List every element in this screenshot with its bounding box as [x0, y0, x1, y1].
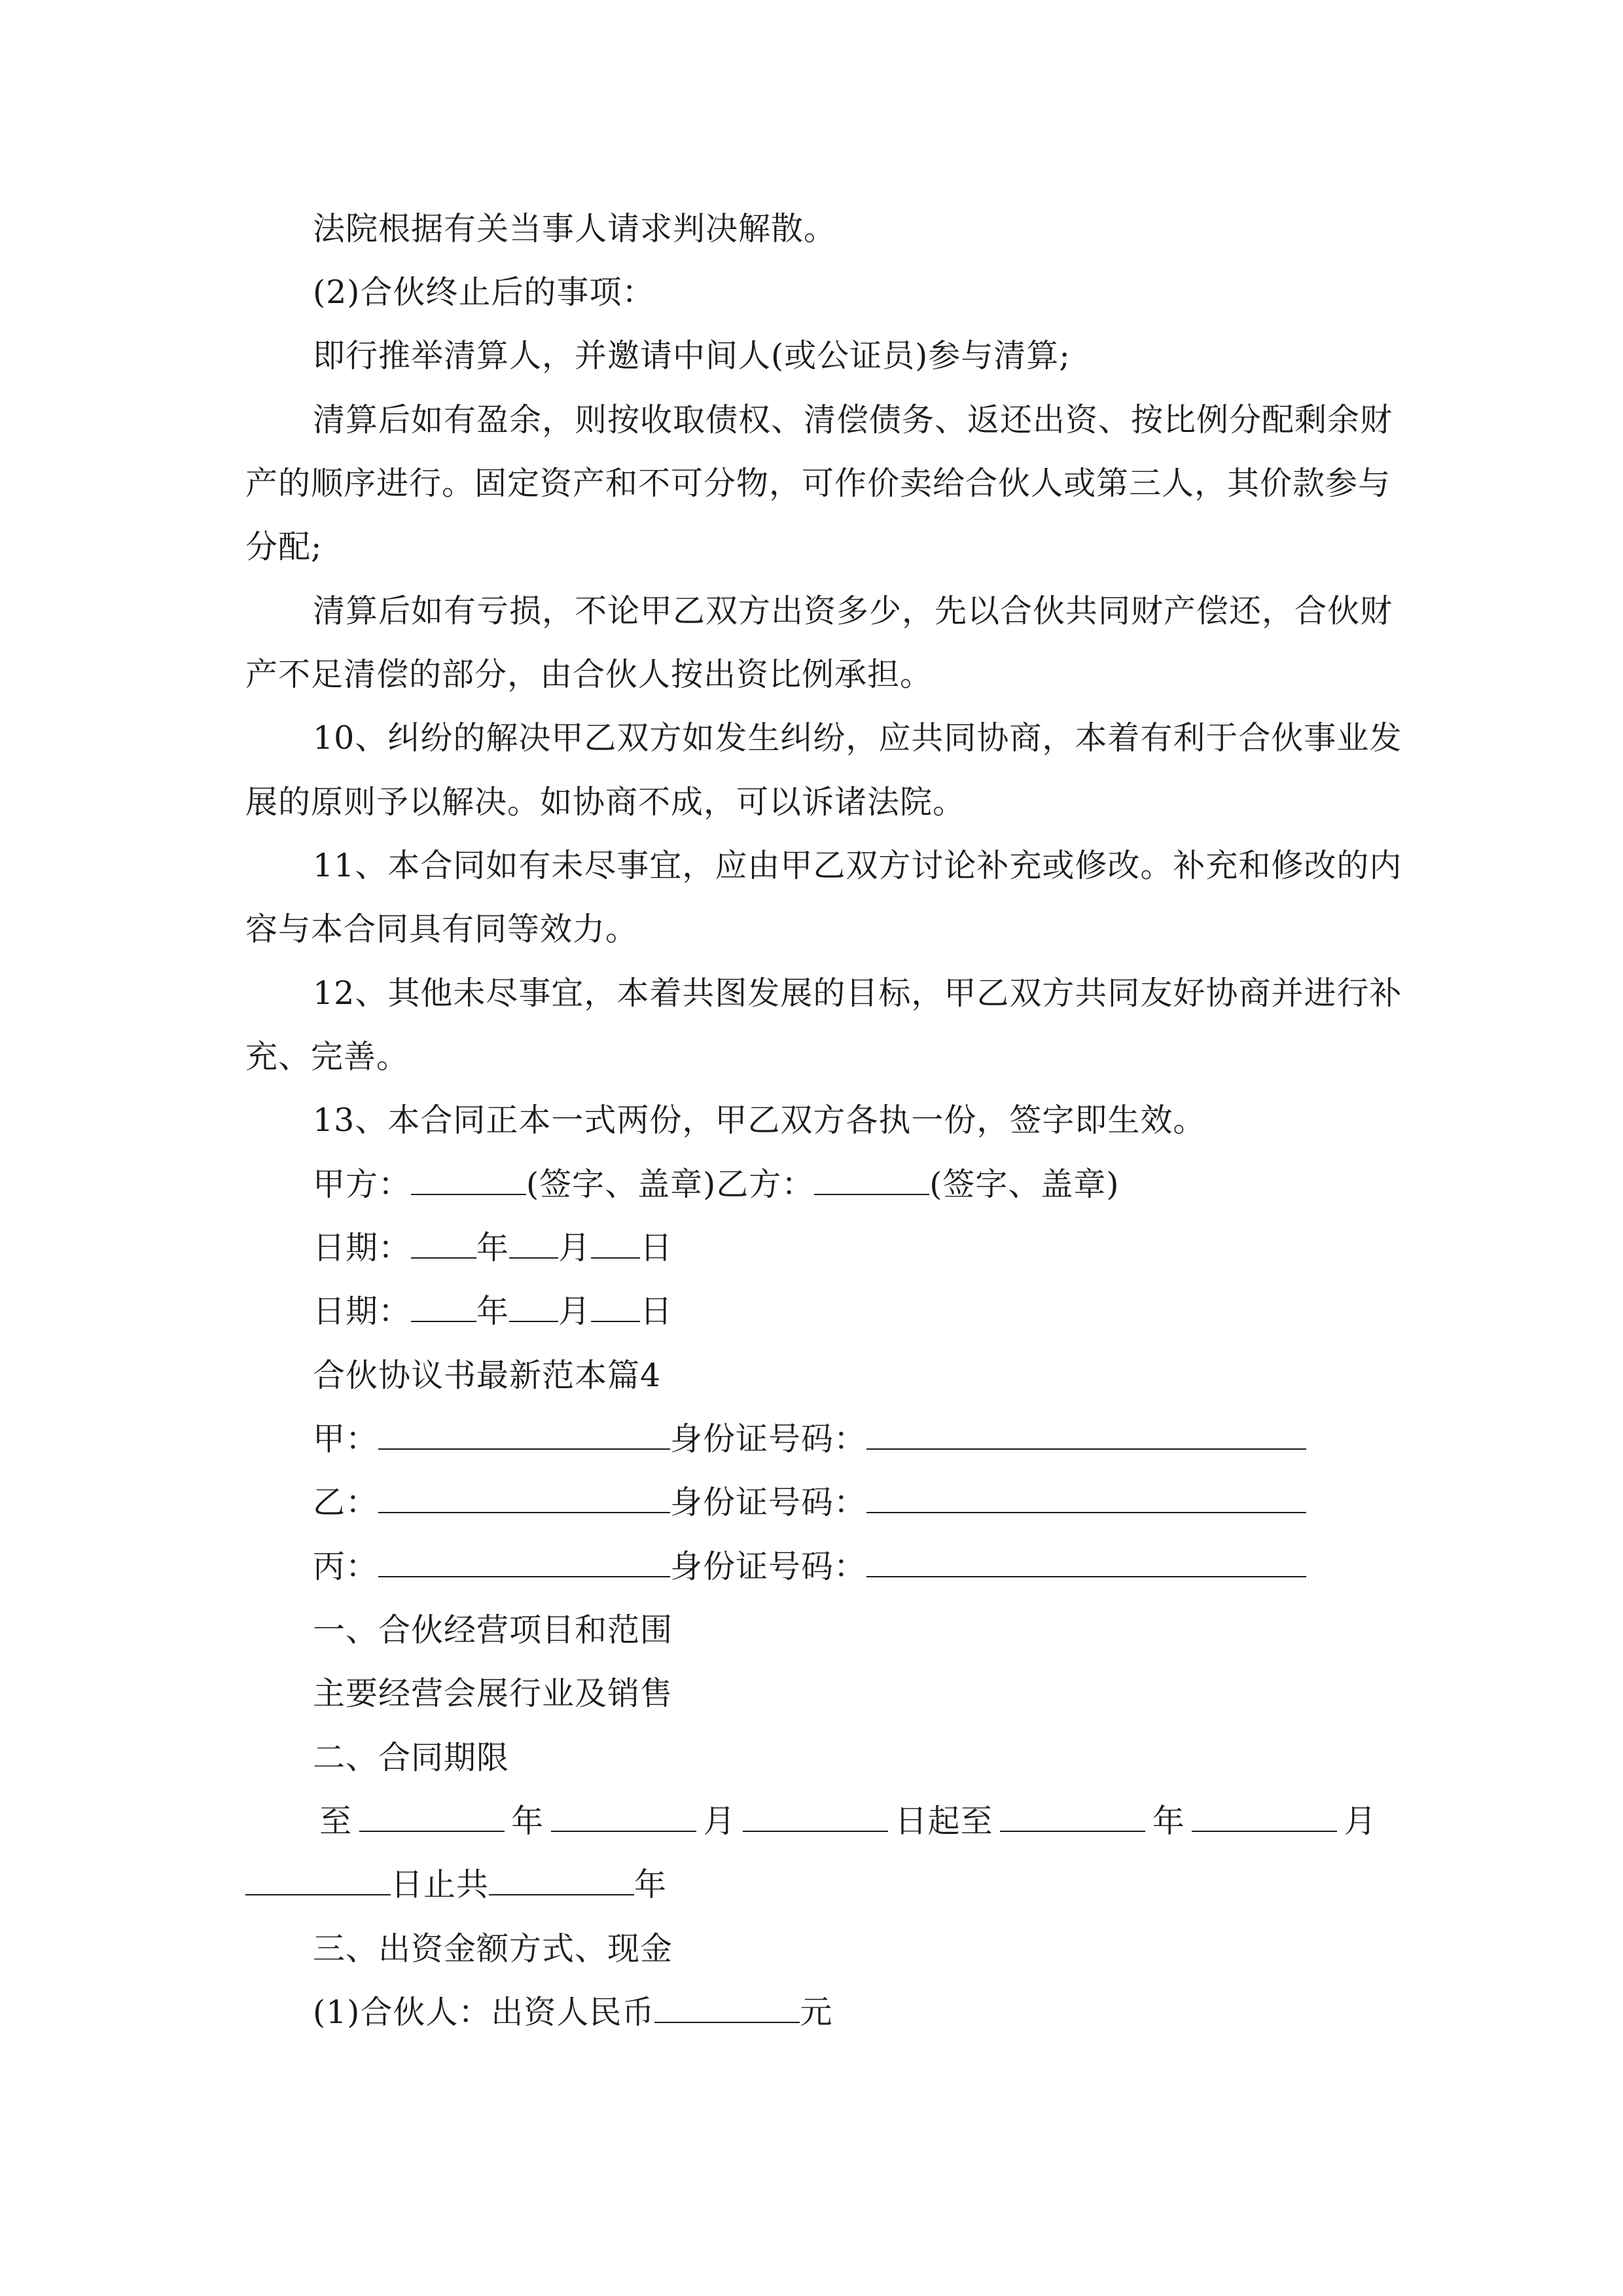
term-line-cont [245, 1865, 667, 1905]
party-b-sign-note: (签字、盖章) [929, 1166, 1120, 1203]
party-yi-label: 乙： [313, 1484, 379, 1521]
date-label: 日期： [313, 1229, 412, 1266]
term-line [319, 1802, 1377, 1841]
paragraph-line: 产的顺序进行。固定资产和不可分物，可作价卖给合伙人或第三人，其价款参与 [245, 465, 1391, 502]
paragraph-line: 10、纠纷的解决甲乙双方如发生纠纷，应共同协商，本着有利于合伙事业发 [313, 719, 1402, 757]
party-a-label: 甲方： [313, 1166, 412, 1203]
term-total-years-field[interactable] [489, 1865, 634, 1895]
paragraph-line: 11、本合同如有未尽事宜，应由甲乙双方讨论补充或修改。补充和修改的内 [313, 847, 1402, 884]
paragraph-line: 法院根据有关当事人请求判决解散。 [313, 210, 837, 247]
paragraph-line: (2)合伙终止后的事项： [313, 274, 655, 311]
party-yi-name-field[interactable] [378, 1483, 670, 1513]
id-label: 身份证号码： [670, 1548, 867, 1585]
date-day-unit: 日 [640, 1293, 673, 1330]
party-a-sign-note: (签字、盖章) [526, 1166, 717, 1203]
date-month-unit: 月 [558, 1229, 592, 1266]
party-bing-label: 丙： [313, 1548, 379, 1585]
term-zhi: 至 [319, 1803, 353, 1840]
investment-amount-field[interactable] [654, 1993, 800, 2023]
signature-line [313, 1165, 1120, 1204]
investment-unit: 元 [800, 1994, 833, 2031]
date-day-unit: 日 [640, 1229, 673, 1266]
date-year-unit: 年 [476, 1229, 510, 1266]
date-year-field[interactable] [411, 1229, 476, 1259]
section-3-title: 三、出资金额方式、现金 [313, 1930, 673, 1967]
date-line [313, 1292, 673, 1331]
section-2-title: 二、合同期限 [313, 1739, 510, 1776]
term-end-month-field[interactable] [1192, 1802, 1337, 1832]
term-day-until: 日止共 [391, 1866, 490, 1903]
term-start-month-field[interactable] [551, 1802, 696, 1832]
term-year-end: 年 [634, 1866, 668, 1903]
date-year-field[interactable] [411, 1292, 476, 1322]
paragraph-line: 12、其他未尽事宜，本着共图发展的目标，甲乙双方共同友好协商并进行补 [313, 975, 1402, 1012]
date-line [313, 1229, 673, 1268]
party-jia-label: 甲： [313, 1420, 379, 1458]
paragraph-line: 容与本合同具有同等效力。 [245, 910, 639, 948]
term-end-day-field[interactable] [245, 1865, 391, 1895]
date-month-unit: 月 [558, 1293, 592, 1330]
party-b-label: 乙方： [716, 1166, 815, 1203]
paragraph-line: 分配; [245, 528, 323, 565]
section-1-title: 一、合伙经营项目和范围 [313, 1611, 673, 1649]
id-label: 身份证号码： [670, 1420, 867, 1458]
paragraph-line: 产不足清偿的部分，由合伙人按出资比例承担。 [245, 656, 933, 693]
paragraph-line: 清算后如有盈余，则按收取债权、清偿债务、返还出资、按比例分配剩余财 [313, 401, 1393, 439]
term-end-year-field[interactable] [1000, 1802, 1145, 1832]
date-label: 日期： [313, 1293, 412, 1330]
party-yi-id-field[interactable] [866, 1483, 1306, 1513]
party-line-jia [313, 1420, 1306, 1459]
party-bing-name-field[interactable] [378, 1547, 670, 1577]
date-day-field[interactable] [591, 1229, 640, 1259]
paragraph-line: 13、本合同正本一式两份，甲乙双方各执一份，签字即生效。 [313, 1102, 1206, 1139]
investment-line [313, 1993, 832, 2032]
party-jia-name-field[interactable] [378, 1420, 670, 1450]
term-month-unit: 月 [1344, 1803, 1377, 1840]
paragraph-line: 展的原则予以解决。如协商不成，可以诉诸法院。 [245, 783, 966, 821]
term-year-unit: 年 [511, 1803, 544, 1840]
term-day-from: 日起至 [895, 1803, 993, 1840]
section-1-body: 主要经营会展行业及销售 [313, 1675, 673, 1712]
id-label: 身份证号码： [670, 1484, 867, 1521]
party-a-sign-field[interactable] [411, 1165, 526, 1195]
term-start-year-field[interactable] [359, 1802, 505, 1832]
party-line-bing [313, 1547, 1306, 1587]
party-jia-id-field[interactable] [866, 1420, 1306, 1450]
paragraph-line: 充、完善。 [245, 1038, 410, 1075]
party-line-yi [313, 1483, 1306, 1522]
investment-label: (1)合伙人：出资人民币 [313, 1994, 655, 2031]
date-month-field[interactable] [509, 1292, 558, 1322]
paragraph-line: 即行推举清算人，并邀请中间人(或公证员)参与清算; [313, 337, 1071, 374]
date-month-field[interactable] [509, 1229, 558, 1259]
party-bing-id-field[interactable] [866, 1547, 1306, 1577]
section-heading: 合伙协议书最新范本篇4 [313, 1357, 662, 1394]
party-b-sign-field[interactable] [814, 1165, 929, 1195]
date-day-field[interactable] [591, 1292, 640, 1322]
term-year-unit: 年 [1152, 1803, 1185, 1840]
paragraph-line: 清算后如有亏损，不论甲乙双方出资多少，先以合伙共同财产偿还，合伙财 [313, 592, 1393, 630]
term-start-day-field[interactable] [743, 1802, 888, 1832]
date-year-unit: 年 [476, 1293, 510, 1330]
term-month-unit: 月 [703, 1803, 736, 1840]
